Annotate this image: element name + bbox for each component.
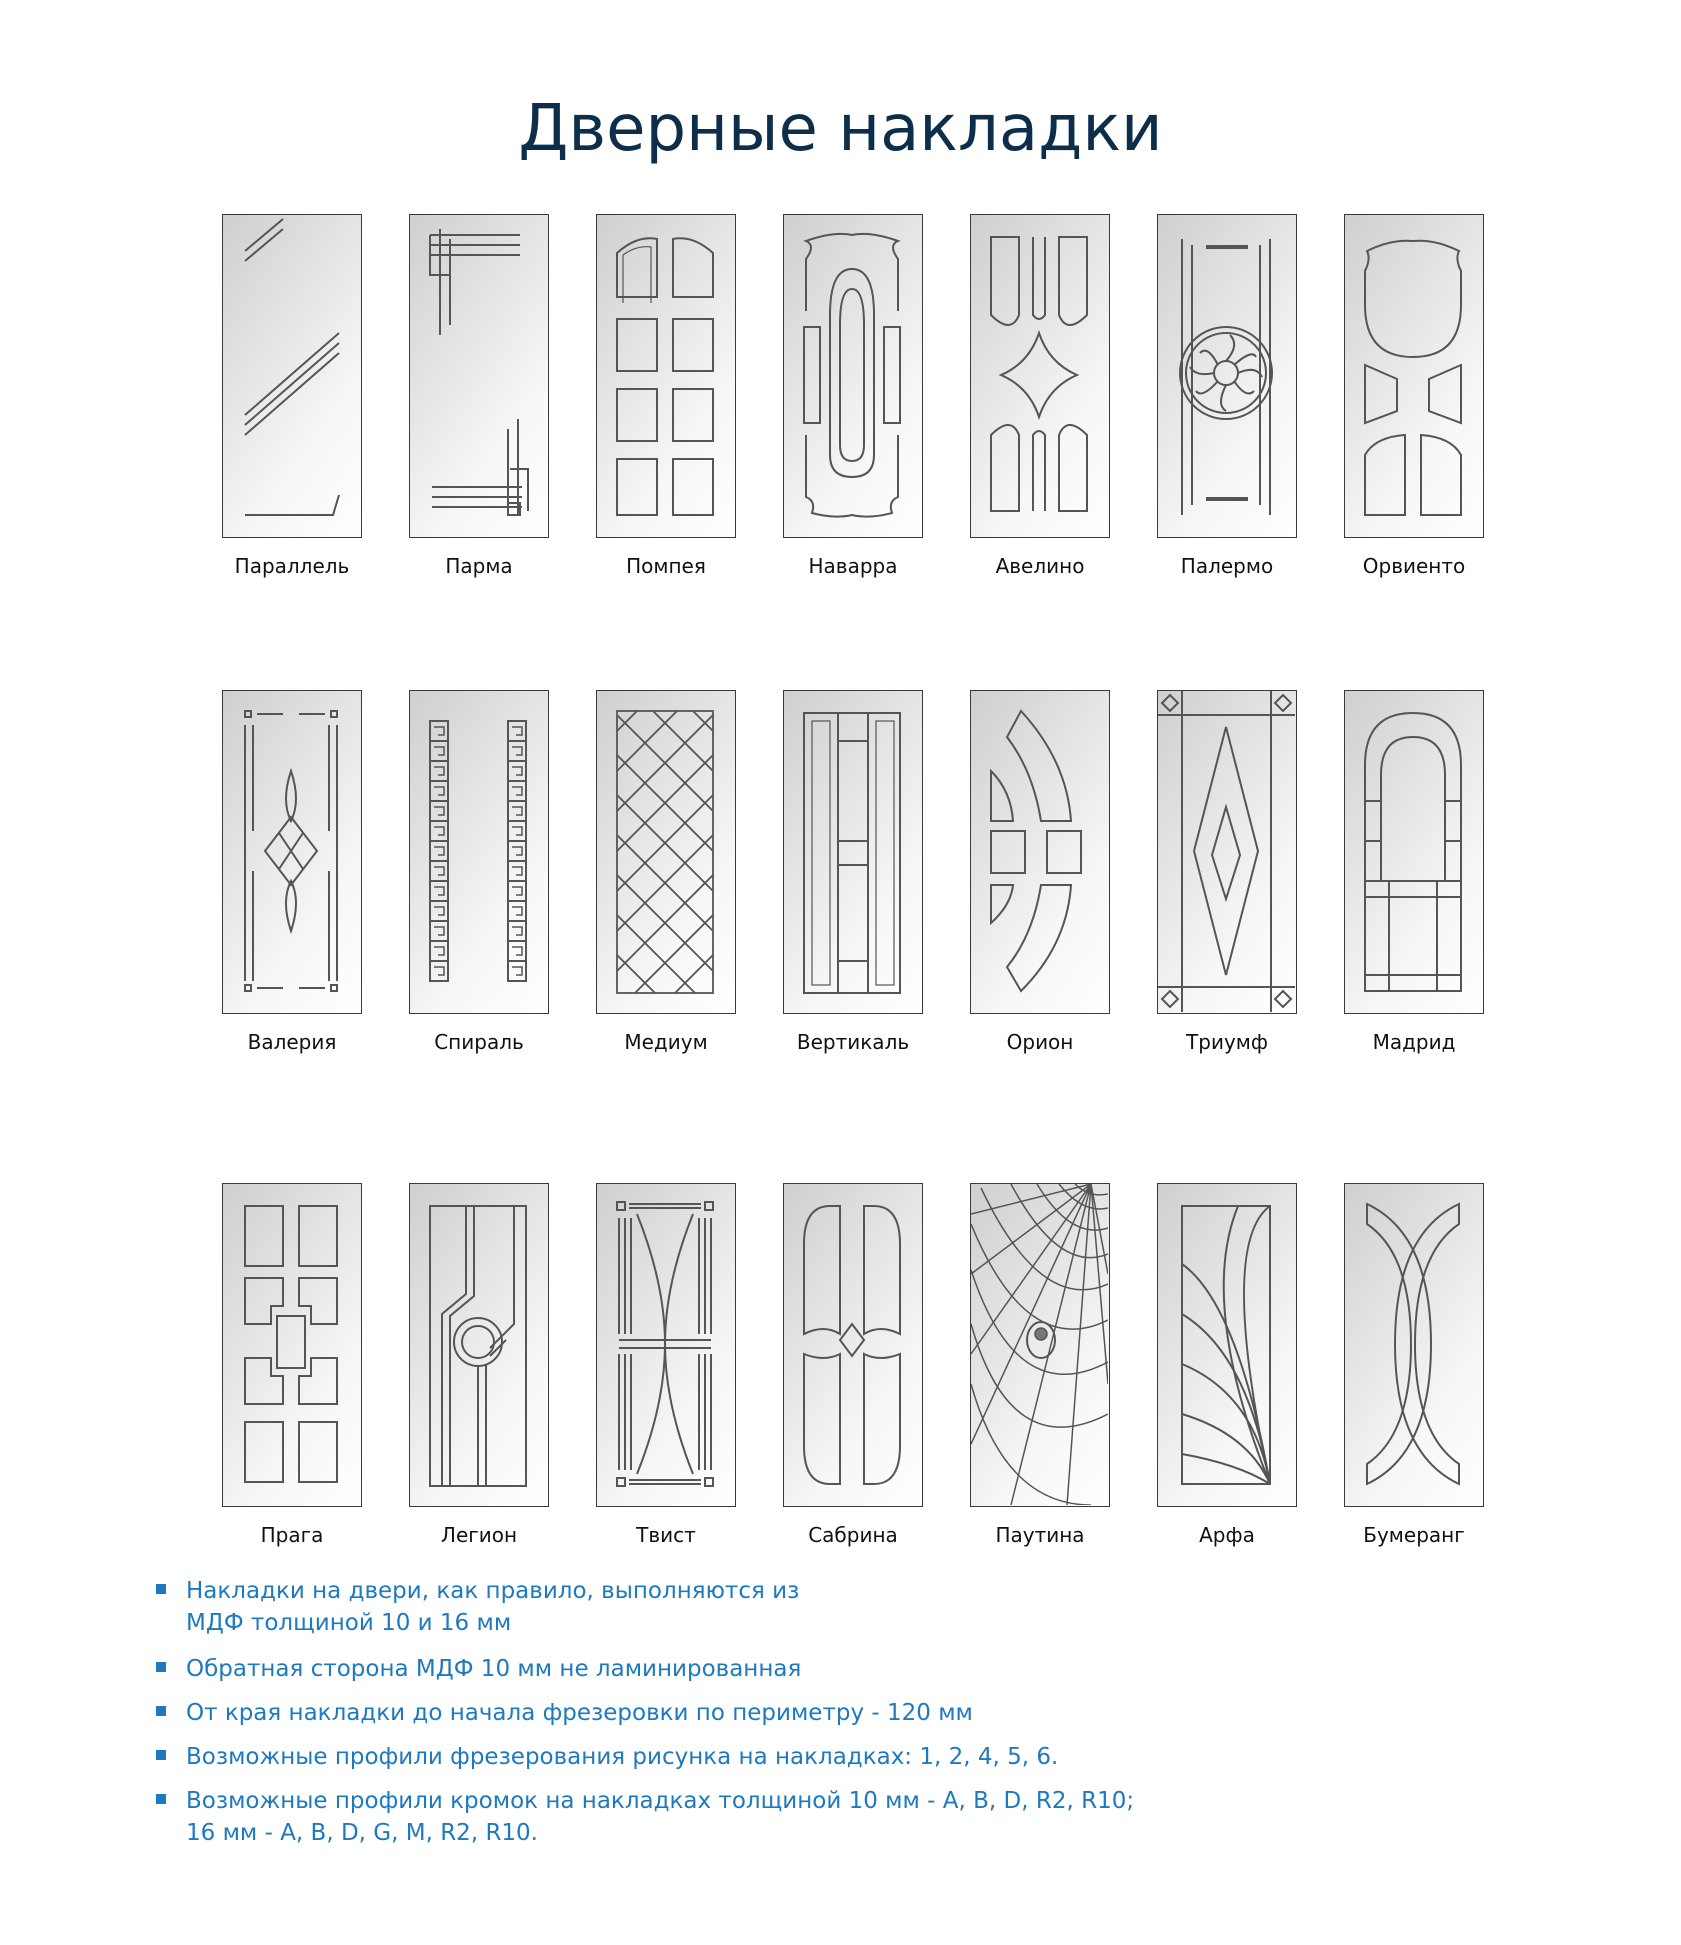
door-name: Бумеранг xyxy=(1363,1523,1465,1547)
note-text: Возможные профили кромок на накладках толщиной 10 мм - A, B, D, R2, R10; 16 мм - A, B, D, G, M, R2, R10. xyxy=(186,1788,1135,1846)
door-name: Твист xyxy=(636,1523,696,1547)
palermo-pattern-icon xyxy=(1157,214,1297,538)
note-text: Накладки на двери, как правило, выполняются из МДФ толщиной 10 и 16 мм xyxy=(186,1578,800,1636)
door-name: Параллель xyxy=(234,554,350,578)
avelino-pattern-icon xyxy=(970,214,1110,538)
door-name: Арфа xyxy=(1199,1523,1255,1547)
door-name: Парма xyxy=(445,554,513,578)
door-name: Валерия xyxy=(247,1030,337,1054)
door-name: Спираль xyxy=(434,1030,524,1054)
parma-pattern-icon xyxy=(409,214,549,538)
bullet-icon xyxy=(156,1794,166,1804)
door-name: Триумф xyxy=(1186,1030,1268,1054)
vertikal-pattern-icon xyxy=(783,690,923,1014)
note-text: Обратная сторона МДФ 10 мм не ламинированная xyxy=(186,1656,802,1682)
door-name: Орвиенто xyxy=(1362,554,1466,578)
sabrina-pattern-icon xyxy=(783,1183,923,1507)
door-name: Легион xyxy=(440,1523,518,1547)
arfa-pattern-icon xyxy=(1157,1183,1297,1507)
door-name: Авелино xyxy=(995,554,1085,578)
legion-pattern-icon xyxy=(409,1183,549,1507)
page-title: Дверные накладки xyxy=(518,92,1163,166)
pompeya-pattern-icon xyxy=(596,214,736,538)
orion-pattern-icon xyxy=(970,690,1110,1014)
valeriya-pattern-icon xyxy=(222,690,362,1014)
praga-pattern-icon xyxy=(222,1183,362,1507)
door-name: Помпея xyxy=(626,554,706,578)
tvist-pattern-icon xyxy=(596,1183,736,1507)
parallel-pattern-icon xyxy=(222,214,362,538)
door-name: Прага xyxy=(260,1523,324,1547)
door-name: Медиум xyxy=(624,1030,708,1054)
navarra-pattern-icon xyxy=(783,214,923,538)
madrid-pattern-icon xyxy=(1344,690,1484,1014)
spiral-pattern-icon xyxy=(409,690,549,1014)
pautina-pattern-icon xyxy=(970,1183,1110,1507)
bullet-icon xyxy=(156,1706,166,1716)
note-text: Возможные профили фрезерования рисунка на накладках: 1, 2, 4, 5, 6. xyxy=(186,1744,1059,1770)
door-name: Мадрид xyxy=(1372,1030,1456,1054)
door-name: Наварра xyxy=(808,554,898,578)
orviento-pattern-icon xyxy=(1344,214,1484,538)
bullet-icon xyxy=(156,1662,166,1672)
bullet-icon xyxy=(156,1750,166,1760)
note-text: От края накладки до начала фрезеровки по периметру - 120 мм xyxy=(186,1700,973,1726)
bumerang-pattern-icon xyxy=(1344,1183,1484,1507)
bullet-icon xyxy=(156,1584,166,1594)
door-name: Паутина xyxy=(995,1523,1085,1547)
door-name: Орион xyxy=(1006,1030,1074,1054)
door-name: Сабрина xyxy=(808,1523,898,1547)
medium-pattern-icon xyxy=(596,690,736,1014)
door-name: Палермо xyxy=(1180,554,1274,578)
triumf-pattern-icon xyxy=(1157,690,1297,1014)
door-name: Вертикаль xyxy=(796,1030,910,1054)
